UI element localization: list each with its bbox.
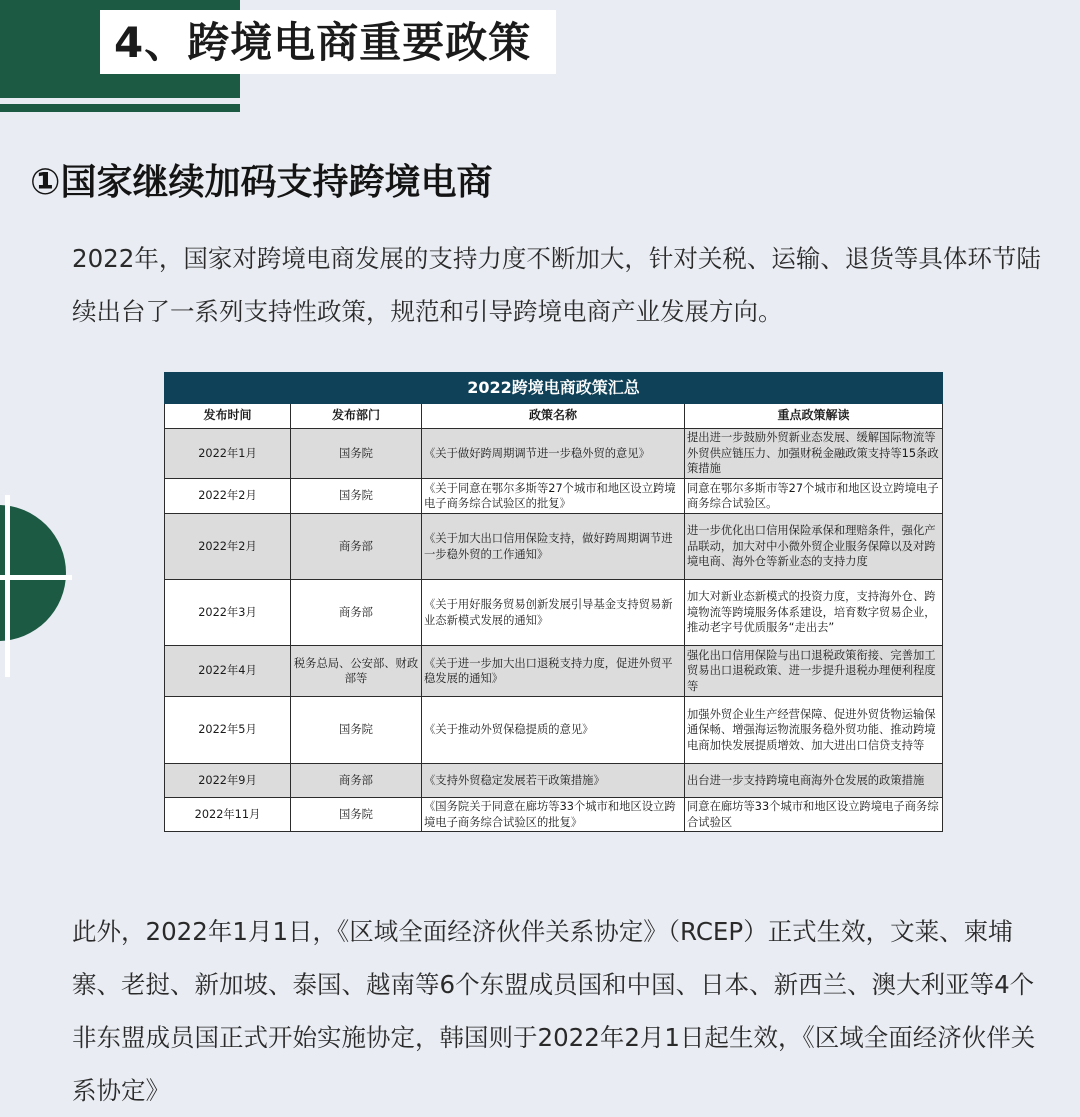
table-row: [165, 479, 943, 514]
subsection-title: ①国家继续加码支持跨境电商: [30, 162, 493, 203]
row-policy-detail: 强化出口信用保险与出口退税政策衔接、完善加工贸易出口退税政策、进一步提升退税办理便利程度等: [685, 646, 943, 697]
row-date: 2022年2月: [165, 479, 291, 514]
row-dept: 国务院: [291, 697, 422, 764]
table-row: [165, 646, 943, 697]
row-policy-detail: 加强外贸企业生产经营保障、促进外贸货物运输保通保畅、增强海运物流服务稳外贸功能、推动跨境电商加快发展提质增效、加大进出口信贷支持等: [685, 697, 943, 764]
table-row: [165, 798, 943, 832]
row-date: 2022年9月: [165, 764, 291, 798]
row-policy-name: 《关于加大出口信用保险支持，做好跨周期调节进一步稳外贸的工作通知》: [422, 514, 685, 580]
row-policy-name: 《关于推动外贸保稳提质的意见》: [422, 697, 685, 764]
table-caption: 2022跨境电商政策汇总: [165, 373, 943, 404]
row-date: 2022年5月: [165, 697, 291, 764]
row-policy-detail: 同意在鄂尔多斯市等27个城市和地区设立跨境电子商务综合试验区。: [685, 479, 943, 514]
row-policy-name: 《国务院关于同意在廊坊等33个城市和地区设立跨境电子商务综合试验区的批复》: [422, 798, 685, 832]
policy-table: [164, 372, 943, 832]
row-date: 2022年2月: [165, 514, 291, 580]
column-header-detail: 重点政策解读: [685, 404, 943, 429]
row-policy-detail: 出台进一步支持跨境电商海外仓发展的政策措施: [685, 764, 943, 798]
row-dept: 国务院: [291, 798, 422, 832]
table-row: [165, 580, 943, 646]
row-dept: 税务总局、公安部、财政部等: [291, 646, 422, 697]
row-policy-name: 《关于用好服务贸易创新发展引导基金支持贸易新业态新模式发展的通知》: [422, 580, 685, 646]
row-date: 2022年11月: [165, 798, 291, 832]
table-row: [165, 764, 943, 798]
column-header-date: 发布时间: [165, 404, 291, 429]
row-policy-detail: 加大对新业态新模式的投资力度，支持海外仓、跨境物流等跨境服务体系建设，培育数字贸易企业，推动老字号优质服务“走出去”: [685, 580, 943, 646]
row-dept: 商务部: [291, 764, 422, 798]
row-dept: 商务部: [291, 514, 422, 580]
row-policy-detail: 同意在廊坊等33个城市和地区设立跨境电子商务综合试验区: [685, 798, 943, 832]
row-policy-detail: 进一步优化出口信用保险承保和理赔条件，强化产品联动，加大对中小微外贸企业服务保障以及对跨境电商、海外仓等新业态的支持力度: [685, 514, 943, 580]
column-header-name: 政策名称: [422, 404, 685, 429]
row-date: 2022年3月: [165, 580, 291, 646]
outro-paragraph: 此外，2022年1月1日，《区域全面经济伙伴关系协定》（RCEP）正式生效，文莱、柬埔寨、老挝、新加坡、泰国、越南等6个东盟成员国和中国、日本、新西兰、澳大利亚等4个非东盟成员国正式开始实施协定，韩国则于2022年2月1日起生效，《区域全面经济伙伴关系协定》: [72, 917, 1036, 1105]
row-dept: 商务部: [291, 580, 422, 646]
row-policy-name: 《关于同意在鄂尔多斯等27个城市和地区设立跨境电子商务综合试验区的批复》: [422, 479, 685, 514]
row-policy-detail: 提出进一步鼓励外贸新业态发展、缓解国际物流等外贸供应链压力、加强财税金融政策支持等15条政策措施: [685, 429, 943, 479]
column-header-dept: 发布部门: [291, 404, 422, 429]
table-row: [165, 514, 943, 580]
row-dept: 国务院: [291, 429, 422, 479]
table-row: [165, 697, 943, 764]
decorative-cross-vertical: [5, 495, 10, 677]
decorative-cross-horizontal: [0, 575, 72, 580]
row-policy-name: 《关于做好跨周期调节进一步稳外贸的意见》: [422, 429, 685, 479]
intro-paragraph: 2022年，国家对跨境电商发展的支持力度不断加大，针对关税、运输、退货等具体环节陆续出台了一系列支持性政策，规范和引导跨境电商产业发展方向。: [72, 244, 1041, 326]
section-title: 4、跨境电商重要政策: [100, 10, 556, 74]
row-date: 2022年1月: [165, 429, 291, 479]
row-policy-name: 《支持外贸稳定发展若干政策措施》: [422, 764, 685, 798]
row-policy-name: 《关于进一步加大出口退税支持力度，促进外贸平稳发展的通知》: [422, 646, 685, 697]
row-date: 2022年4月: [165, 646, 291, 697]
header-accent-line: [0, 104, 240, 112]
row-dept: 国务院: [291, 479, 422, 514]
table-row: [165, 429, 943, 479]
